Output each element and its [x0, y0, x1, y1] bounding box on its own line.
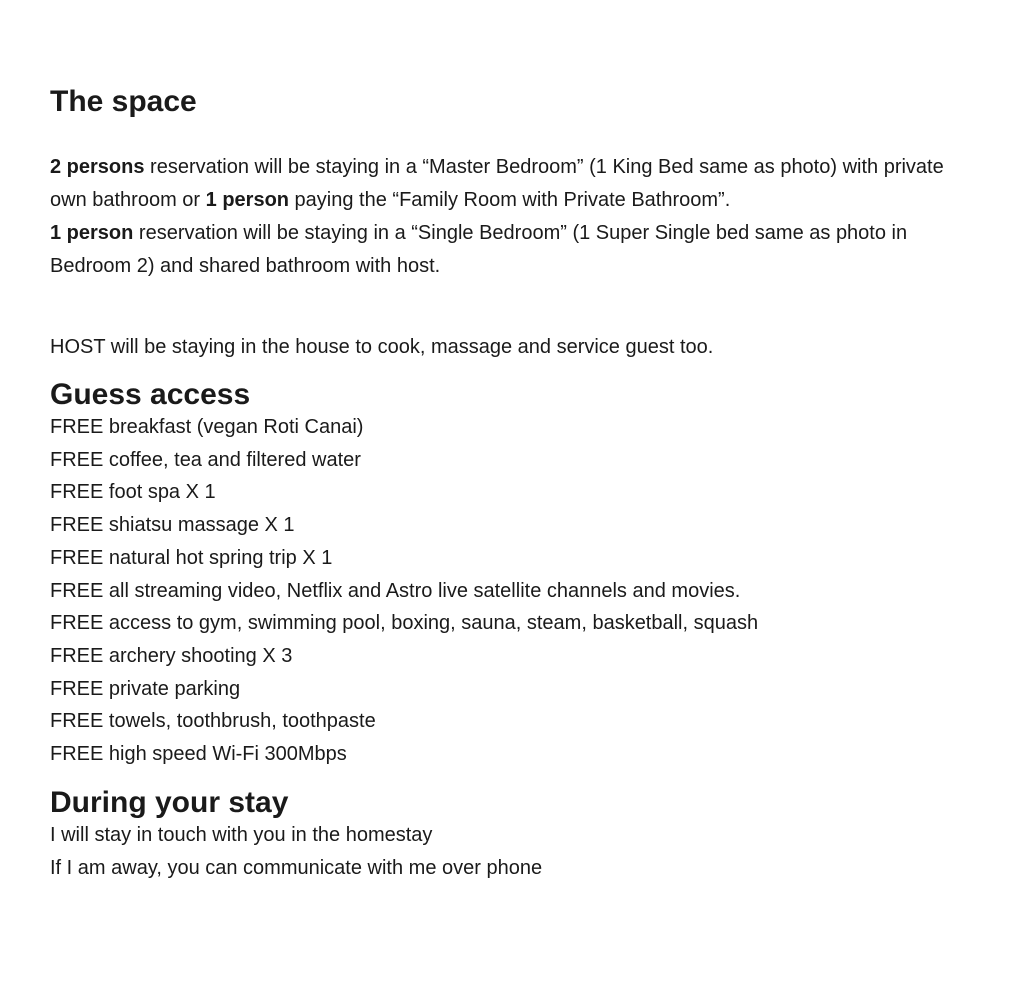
guest-access-item: FREE natural hot spring trip X 1	[50, 546, 333, 569]
space-paragraph-single-text: reservation will be staying in a “Single Bedroom” (1 Super Single bed same as photo in Bedroom 2) and shared bathroom with host.	[50, 222, 908, 277]
guest-access-item: FREE access to gym, swimming pool, boxing, sauna, steam, basketball, squash	[50, 612, 759, 635]
guest-access-item: FREE breakfast (vegan Roti Canai)	[50, 416, 364, 438]
guest-access-item: FREE high speed Wi-Fi 300Mbps	[50, 743, 347, 766]
guest-access-item: FREE private parking	[50, 677, 241, 700]
space-paragraph-double-text-2: paying the “Family Room with Private Bathroom”.	[289, 189, 731, 211]
space-paragraph-single	[50, 217, 950, 283]
bold-one-person-single: 1 person	[50, 222, 134, 244]
host-note: HOST will be staying in the house to cook, massage and service guest too.	[50, 336, 714, 358]
space-heading: The space	[50, 85, 197, 118]
space-paragraph-double	[50, 151, 950, 217]
guest-access-item: FREE foot spa X 1	[50, 481, 216, 504]
bold-two-persons: 2 persons	[50, 156, 145, 178]
bold-one-person: 1 person	[205, 189, 289, 211]
space-paragraph-double-text-1: reservation will be staying in a “Master Bedroom” (1 King Bed same as photo) with private own bathroom or	[50, 156, 944, 211]
guest-access-item: FREE towels, toothbrush, toothpaste	[50, 710, 376, 733]
guest-access-item: FREE coffee, tea and filtered water	[50, 448, 361, 471]
guest-access-item: FREE archery shooting X 3	[50, 644, 293, 667]
during-stay-line: If I am away, you can communicate with me over phone	[50, 856, 543, 879]
guest-access-heading: Guess access	[50, 378, 251, 411]
guest-access-list	[50, 411, 950, 771]
guest-access-item: FREE shiatsu massage X 1	[50, 514, 295, 537]
listing-description	[50, 85, 950, 885]
during-stay-line: I will stay in touch with you in the homestay	[50, 823, 433, 846]
during-stay-heading: During your stay	[50, 785, 289, 819]
guest-access-item: FREE all streaming video, Netflix and Astro live satellite channels and movies.	[50, 579, 741, 602]
